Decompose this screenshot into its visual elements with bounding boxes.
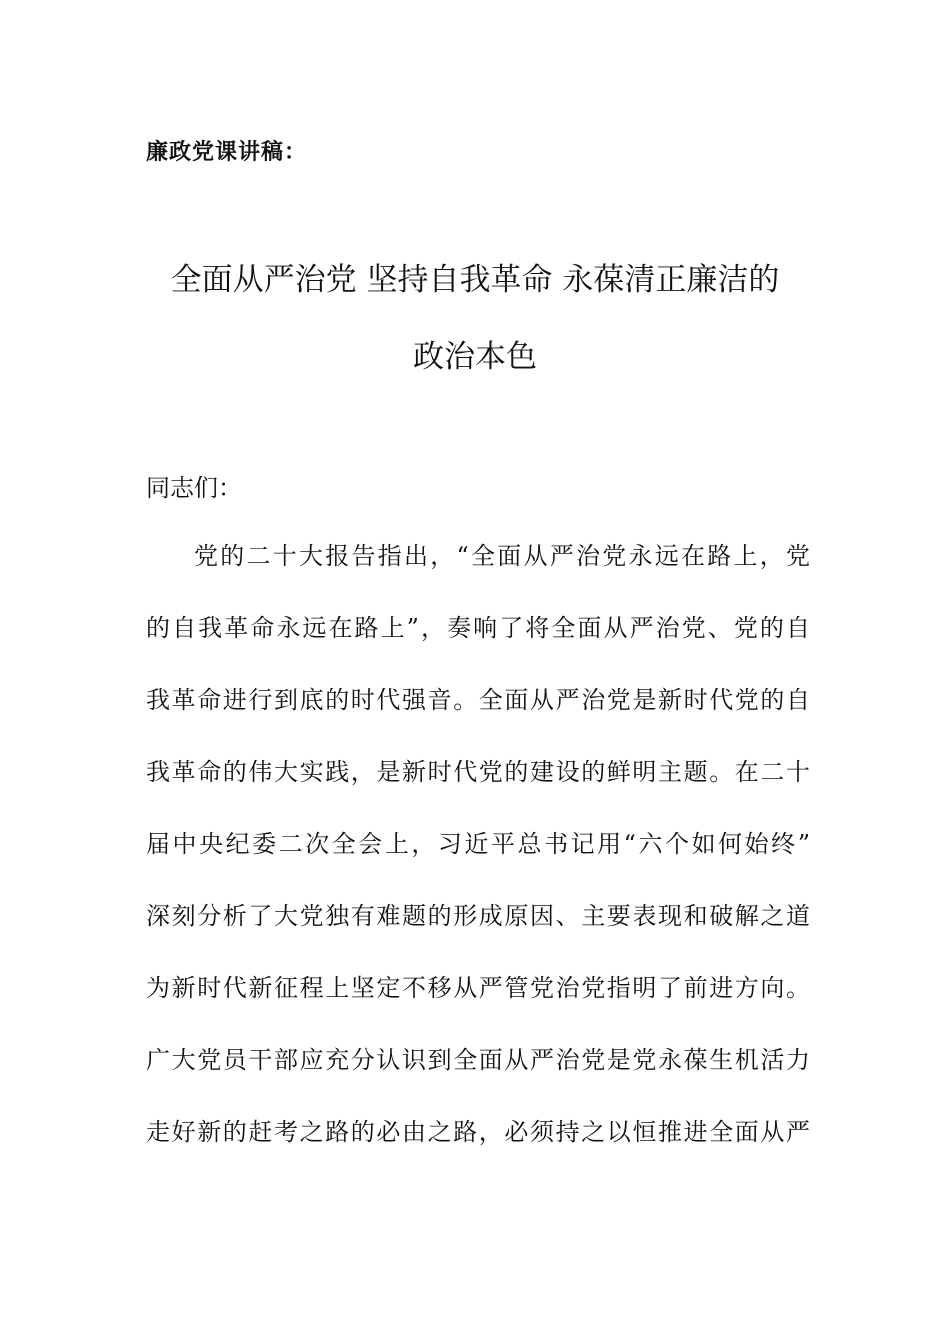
title-line-2: 政治本色 (413, 339, 537, 375)
body-line: 深刻分析了大党独有难题的形成原因、主要表现和破解之道 (146, 902, 810, 930)
body-line: 我革命进行到底的时代强音。全面从严治党是新时代党的自 (146, 686, 810, 714)
body-line: 广大党员干部应充分认识到全面从严治党是党永葆生机活力 (146, 1046, 810, 1074)
body-line: 我革命的伟大实践，是新时代党的建设的鲜明主题。在二十 (146, 758, 810, 786)
body-line: 届中央纪委二次全会上，习近平总书记用“六个如何始终” (146, 830, 810, 858)
document-label: 廉政党课讲稿： (146, 139, 308, 165)
title-line-1: 全面从严治党 坚持自我革命 永葆清正廉洁的 (170, 262, 780, 298)
body-line: 走好新的赶考之路的必由之路，必须持之以恒推进全面从严 (146, 1118, 810, 1146)
body-line: 为新时代新征程上坚定不移从严管党治党指明了前进方向。 (146, 974, 810, 1002)
body-line: 党的二十大报告指出，“全面从严治党永远在路上，党 (194, 542, 810, 570)
salutation: 同志们： (146, 474, 242, 502)
body-line: 的自我革命永远在路上”，奏响了将全面从严治党、党的自 (146, 614, 810, 642)
